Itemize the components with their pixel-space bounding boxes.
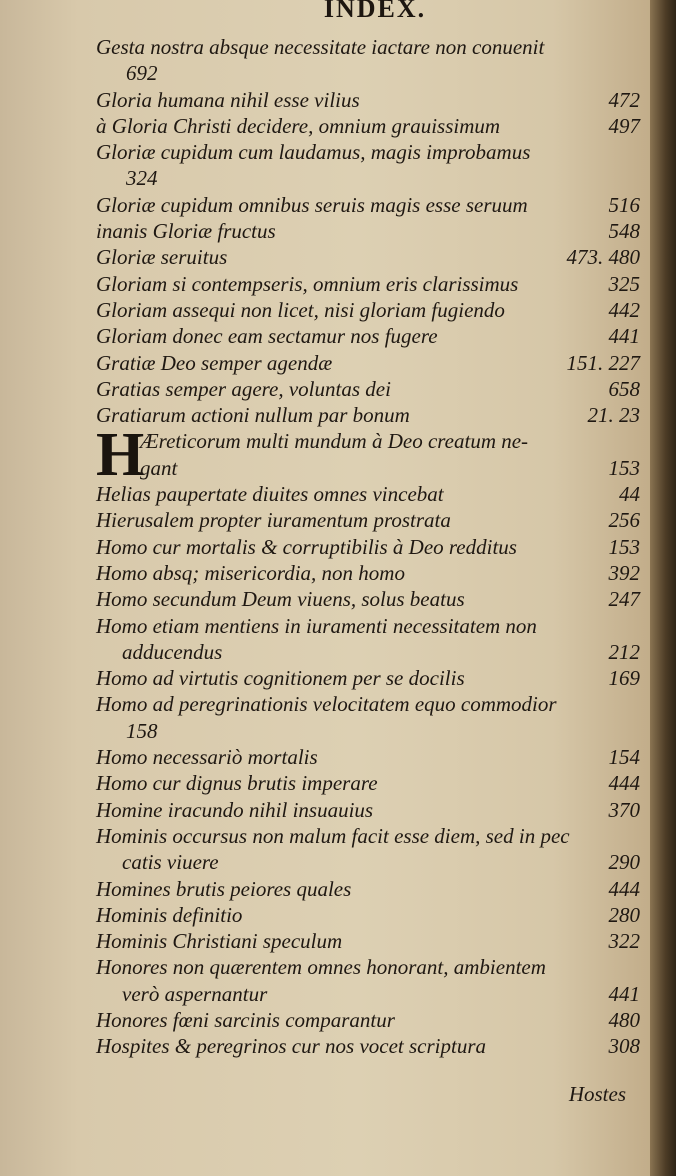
entry-text: Gratiarum actioni nullum par bonum [96, 403, 410, 428]
entry-page-number: 322 [608, 929, 640, 954]
entry-text: Homine iracundo nihil insuauius [96, 797, 374, 822]
entry-text: Gratias semper agere, voluntas dei [96, 376, 391, 401]
entry-page-number: 169 [608, 666, 640, 691]
entry-text: Honores non quærentem omnes honorant, ambientem [96, 955, 546, 980]
entry-page-number: 212 [608, 639, 640, 664]
drop-initial: H [96, 421, 145, 490]
entry-page-number: 441 [608, 324, 640, 349]
entry-page-number: 473. 480 [566, 245, 640, 270]
entry-page-number: 497 [608, 113, 640, 138]
entry-text: verò aspernantur [122, 981, 268, 1006]
entry-page-number: 44 [619, 482, 640, 507]
index-entry [96, 165, 644, 191]
entry-text: gant [140, 455, 178, 480]
index-entry [96, 770, 644, 796]
entry-page-number: 308 [608, 1034, 640, 1059]
index-entry [96, 244, 644, 270]
index-entry [96, 560, 644, 586]
index-entry [96, 665, 644, 691]
entry-text: Gloriæ cupidum cum laudamus, magis improbamus [96, 140, 531, 165]
index-entry [96, 271, 644, 297]
entry-page-number: 441 [608, 981, 640, 1006]
index-entry [96, 876, 644, 902]
entry-text: Hierusalem propter iuramentum prostrata [96, 508, 451, 533]
entry-text: Gloriam assequi non licet, nisi gloriam fugiendo [96, 297, 505, 322]
entry-page-number: 658 [608, 376, 640, 401]
index-entry [96, 718, 644, 744]
index-entry [96, 849, 644, 875]
page-edge-shadow [650, 0, 676, 1176]
entry-page-number: 444 [608, 876, 640, 901]
index-entry [96, 350, 644, 376]
index-entry [96, 402, 644, 428]
index-entry [96, 744, 644, 770]
entry-page-number: 153 [608, 534, 640, 559]
entry-page-number: 548 [608, 219, 640, 244]
index-entry [96, 139, 644, 165]
entry-page-number: 154 [608, 745, 640, 770]
entry-text: Homo necessariò mortalis [96, 745, 318, 770]
entry-text: Homo ad virtutis cognitionem per se docilis [96, 666, 465, 691]
entry-text: Gloriæ seruitus [96, 245, 228, 270]
index-entry [96, 218, 644, 244]
entry-text: Gloriam si contempseris, omnium eris clarissimus [96, 271, 519, 296]
entry-page-number: 392 [608, 560, 640, 585]
index-entry [96, 376, 644, 402]
index-entry [96, 797, 644, 823]
entry-text: adducendus [122, 639, 223, 664]
entry-text: Gratiæ Deo semper agendæ [96, 350, 333, 375]
entry-text: Gloriam donec eam sectamur nos fugere [96, 324, 438, 349]
index-entry [96, 823, 644, 849]
entry-page-number: 247 [608, 587, 640, 612]
entry-text: Homo cur mortalis & corruptibilis à Deo redditus [96, 534, 517, 559]
index-entry [96, 60, 644, 86]
entry-text: catis viuere [122, 850, 219, 875]
entry-text: Gloria humana nihil esse vilius [96, 87, 360, 112]
entry-page-number: 153 [608, 455, 640, 480]
index-entry [96, 87, 644, 113]
entry-text: 158 [126, 718, 158, 743]
index-entry [96, 455, 644, 481]
entry-text: inanis Gloriæ fructus [96, 219, 276, 244]
entry-text: 692 [126, 61, 158, 86]
entry-text: Hominis occursus non malum facit esse diem, sed in pec [96, 823, 570, 848]
index-entry [96, 928, 644, 954]
entry-page-number: 444 [608, 771, 640, 796]
entry-text: Hominis definitio [96, 902, 243, 927]
entry-text: Homines brutis peiores quales [96, 876, 352, 901]
catchword: Hostes [568, 1082, 626, 1106]
index-entry [96, 639, 644, 665]
entry-page-number: 480 [608, 1007, 640, 1032]
entry-page-number: 442 [608, 297, 640, 322]
entry-page-number: 290 [608, 850, 640, 875]
index-entry [96, 691, 644, 717]
entry-text: Homo cur dignus brutis imperare [96, 771, 378, 796]
index-entry [96, 954, 644, 980]
entry-page-number: 21. 23 [587, 403, 640, 428]
index-entry [96, 534, 644, 560]
entry-text: Honores fœni sarcinis comparantur [96, 1007, 395, 1032]
index-entry [96, 507, 644, 533]
index-entry [96, 34, 644, 60]
entry-page-number: 151. 227 [566, 350, 640, 375]
page-header: INDEX. [323, 0, 427, 23]
entry-text: Gloriæ cupidum omnibus seruis magis esse seruum [96, 192, 528, 217]
entry-text: Æreticorum multi mundum à Deo creatum ne- [140, 429, 529, 454]
entry-page-number: 325 [608, 271, 640, 296]
index-entries [96, 34, 644, 1060]
entry-text: Hominis Christiani speculum [96, 929, 343, 954]
index-entry [96, 1007, 644, 1033]
index-entry [96, 1033, 644, 1059]
entry-text: 324 [126, 166, 158, 191]
index-entry [96, 323, 644, 349]
entry-text: Gesta nostra absque necessitate iactare non conuenit [96, 35, 545, 59]
entry-page-number: 256 [608, 508, 640, 533]
entry-text: à Gloria Christi decidere, omnium grauissimum [96, 113, 501, 138]
index-entry [96, 981, 644, 1007]
index-entry [96, 192, 644, 218]
entry-text: Homo ad peregrinationis velocitatem equo commodior [96, 692, 557, 717]
entry-text: Homo secundum Deum viuens, solus beatus [96, 587, 465, 612]
index-entry [96, 481, 644, 507]
entry-text: Helias paupertate diuites omnes vincebat [96, 482, 444, 507]
index-entry [96, 902, 644, 928]
entry-page-number: 516 [608, 192, 640, 217]
index-entry [96, 613, 644, 639]
entry-page-number: 280 [608, 902, 640, 927]
entry-text: Homo absq; misericordia, non homo [96, 560, 405, 585]
index-entry [96, 297, 644, 323]
index-entry [96, 586, 644, 612]
entry-text: Homo etiam mentiens in iuramenti necessitatem non [96, 613, 537, 638]
entry-text: Hospites & peregrinos cur nos vocet scriptura [96, 1034, 487, 1059]
entry-page-number: 370 [608, 797, 640, 822]
index-entry [96, 113, 644, 139]
entry-page-number: 472 [608, 87, 640, 112]
